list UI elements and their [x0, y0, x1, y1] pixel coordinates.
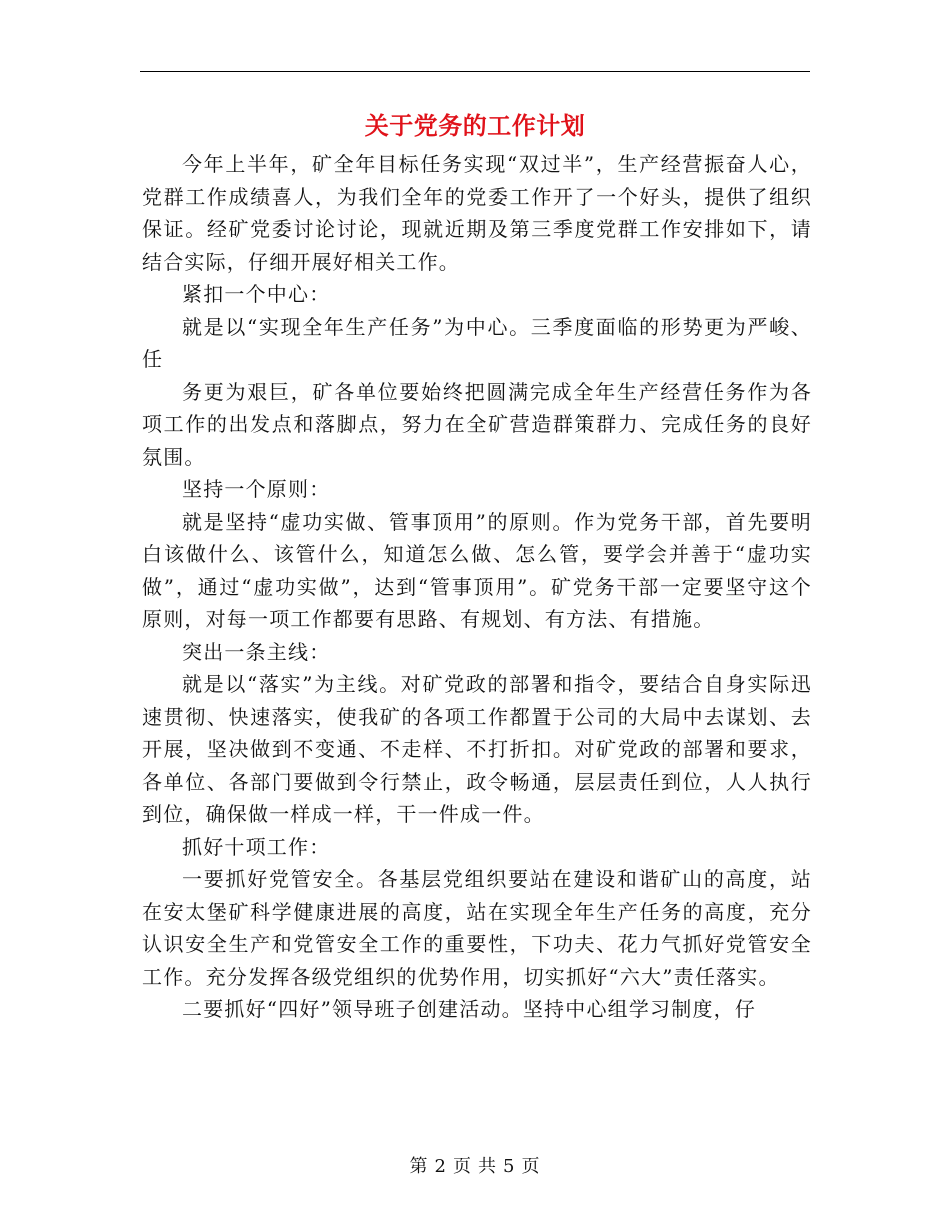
paragraph-task-2: 二要抓好“四好”领导班子创建活动。坚持中心组学习制度，仔 — [182, 997, 757, 1021]
document-title: 关于党务的工作计划 — [364, 111, 586, 140]
heading-ten-tasks: 抓好十项工作： — [182, 834, 331, 859]
document-body — [142, 148, 812, 1026]
paragraph-center-1: 就是以“实现全年生产任务”为中心。三季度面临的形势更为严峻、任 — [142, 314, 812, 371]
page-footer — [0, 1152, 950, 1178]
footer-page-unit: 页 — [453, 1156, 472, 1177]
paragraph-principle: 就是坚持“虚功实做、管事顶用”的原则。作为党务干部，首先要明白该做什么、该管什么，知道怎么做、怎么管，要学会并善于“虚功实做”，通过“虚功实做”，达到“管事顶用”。矿党务干部一定要坚守这个原则，对每一项工作都要有思路、有规划、有方法、有措施。 — [142, 509, 812, 631]
paragraph-task-1: 一要抓好党管安全。各基层党组织要站在建设和谐矿山的高度，站在安太堡矿科学健康进展的高度，站在实现全年生产任务的高度，充分认识安全生产和党管安全工作的重要性，下功夫、花力气抓好党管安全工作。充分发挥各级党组织的优势作用，切实抓好“六大”责任落实。 — [142, 867, 812, 989]
paragraph-center-2: 务更为艰巨，矿各单位要始终把圆满完成全年生产经营任务作为各项工作的出发点和落脚点，努力在全矿营造群策群力、完成任务的良好氛围。 — [142, 379, 812, 469]
footer-total-unit: 页 — [521, 1156, 541, 1177]
paragraph-mainline: 就是以“落实”为主线。对矿党政的部署和指令，要结合自身实际迅速贯彻、快速落实，使我矿的各项工作都置于公司的大局中去谋划、去开展，坚决做到不变通、不走样、不打折扣。对矿党政的部署和要求，各单位、各部门要做到令行禁止，政令畅通，层层责任到位，人人执行到位，确保做一样成一样，干一件成一件。 — [142, 672, 812, 826]
footer-current-page: 2 — [434, 1156, 447, 1177]
heading-mainline: 突出一条主线： — [182, 639, 331, 664]
footer-total-pages: 5 — [503, 1156, 516, 1177]
paragraph-intro: 今年上半年，矿全年目标任务实现“双过半”，生产经营振奋人心，党群工作成绩喜人，为我们全年的党委工作开了一个好头，提供了组织保证。经矿党委讨论讨论，现就近期及第三季度党群工作安排如下，请结合实际，仔细开展好相关工作。 — [142, 152, 812, 274]
footer-total-prefix: 共 — [478, 1156, 497, 1177]
heading-principle: 坚持一个原则： — [182, 477, 331, 501]
header-rule — [140, 71, 810, 72]
footer-page-prefix: 第 — [409, 1156, 429, 1177]
heading-center: 紧扣一个中心： — [182, 282, 331, 306]
